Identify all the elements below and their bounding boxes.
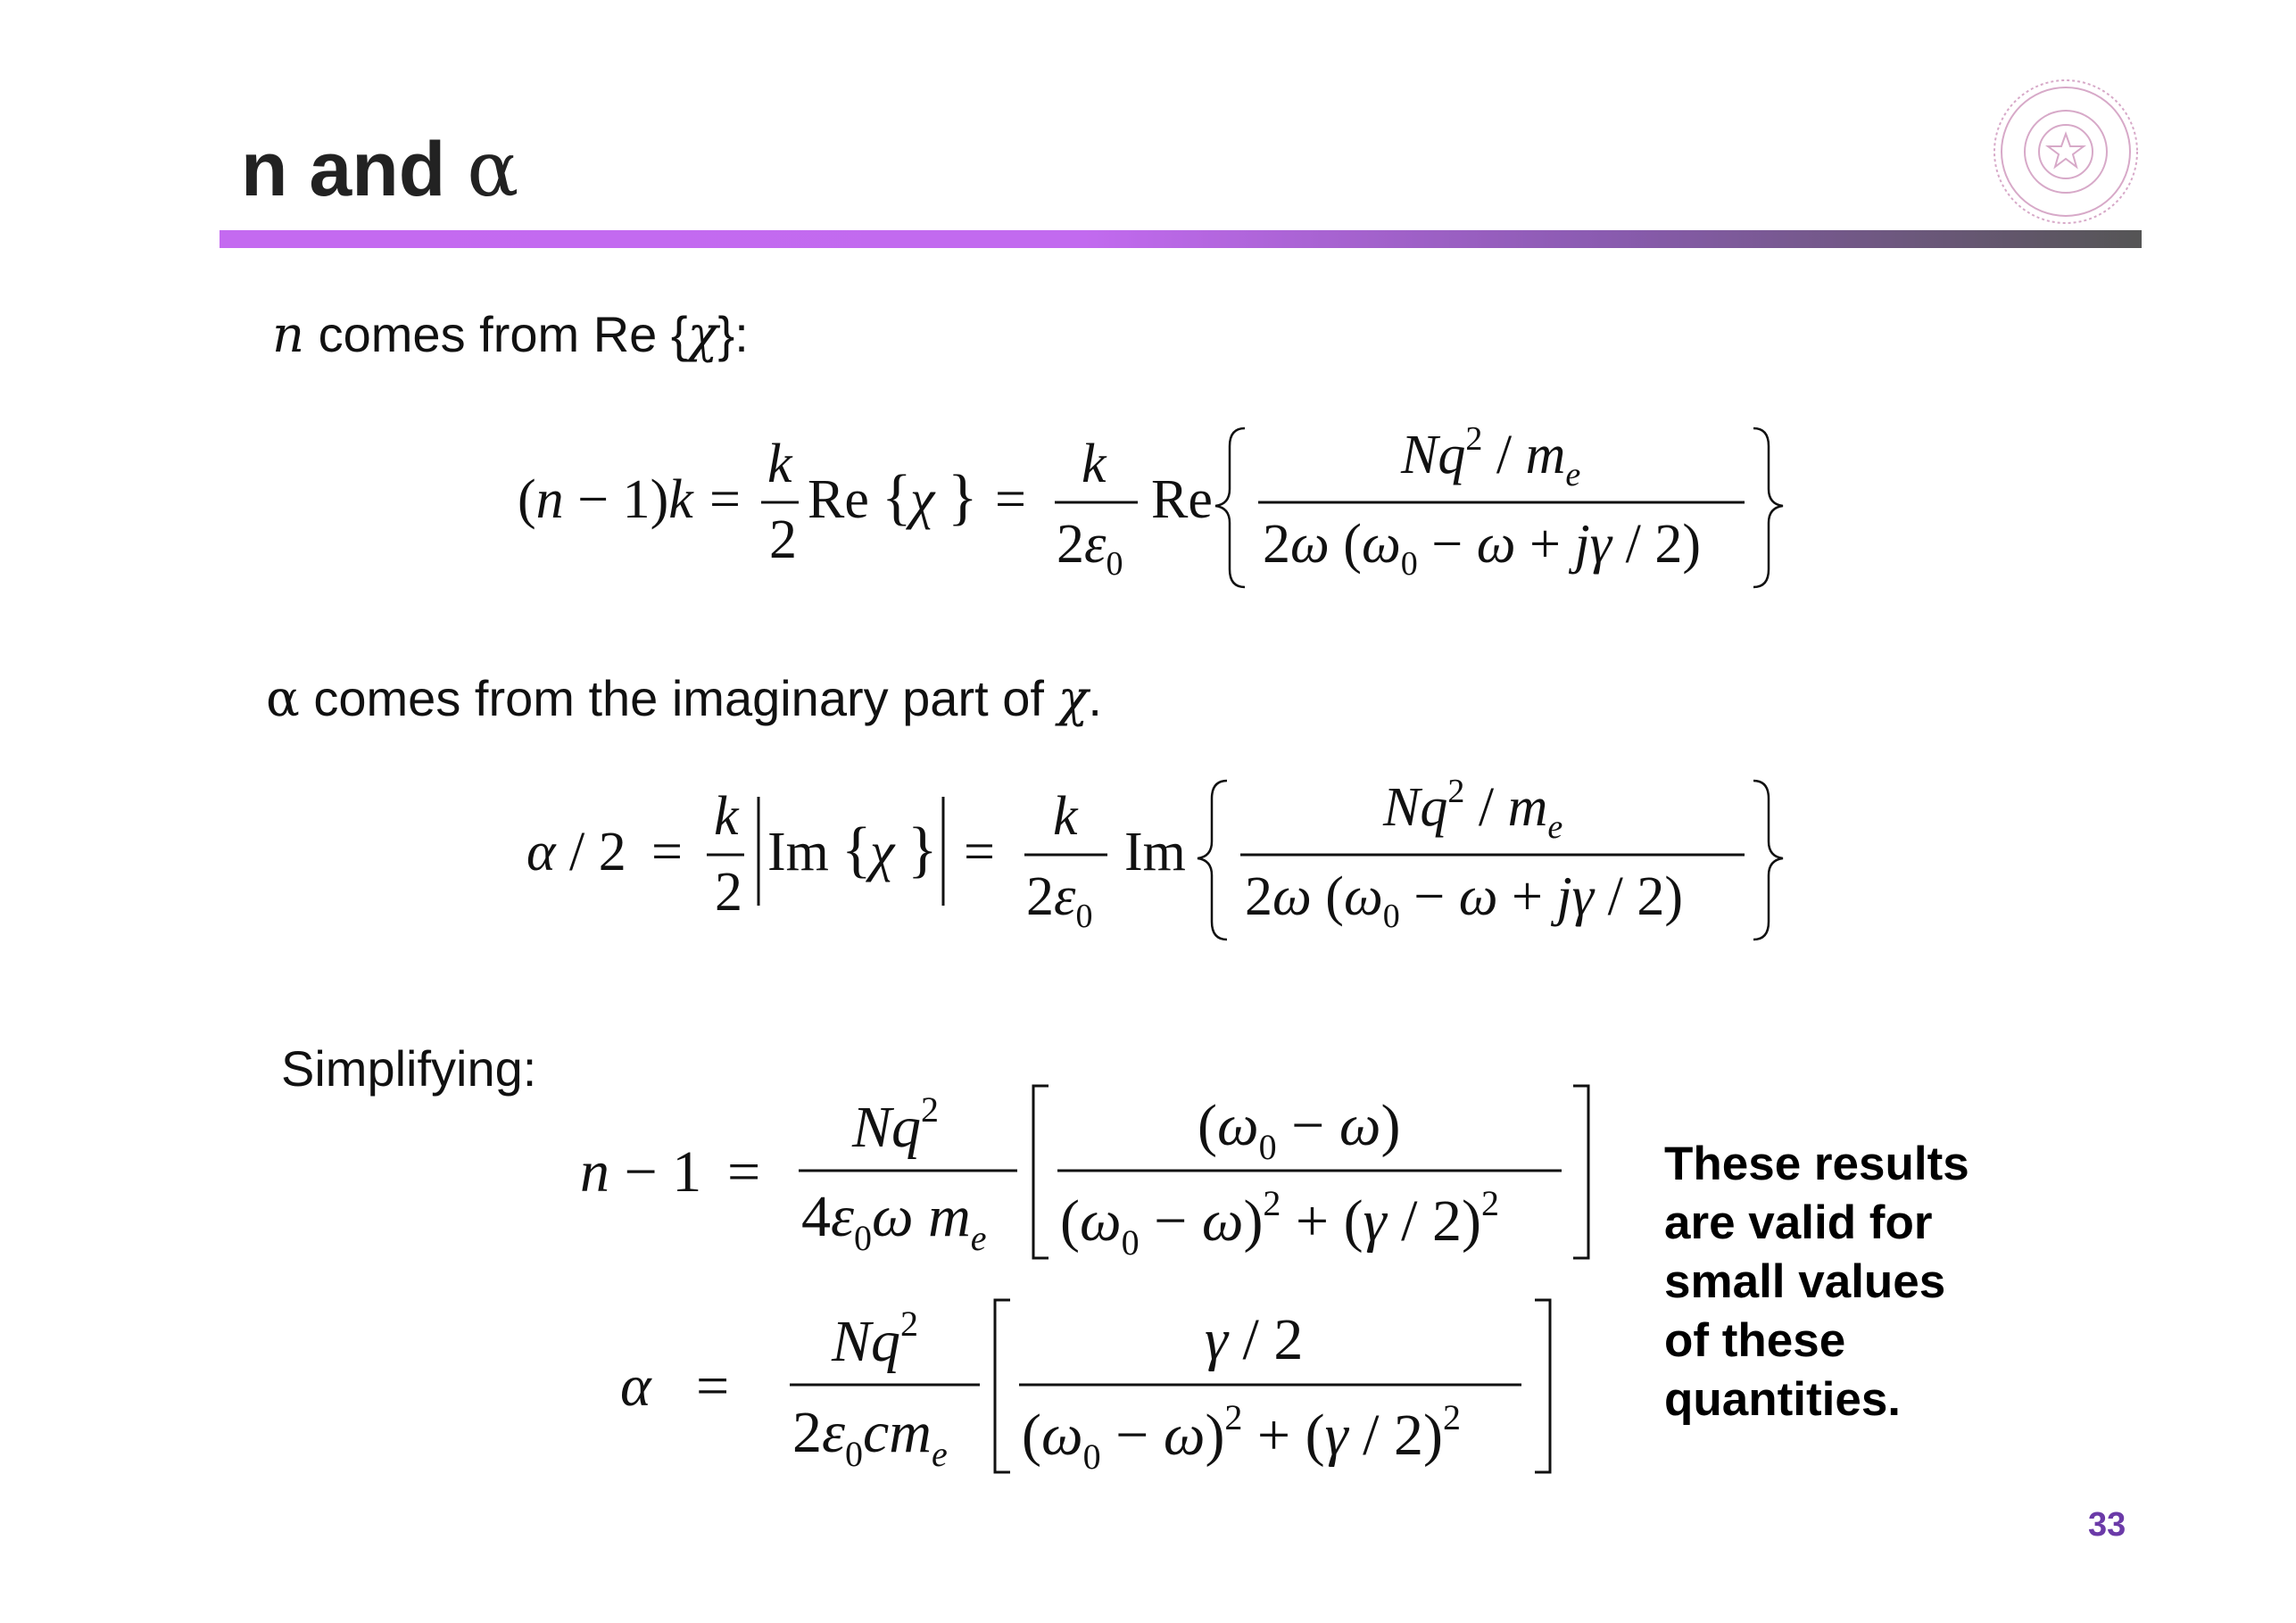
svg-text:γ / 2: γ / 2 (1205, 1307, 1304, 1372)
svg-text:(ω0 − ω): $(\omega_0 - \omega)$ (1198, 1093, 1401, 1167)
svg-text:Im: Im (767, 822, 829, 882)
svg-text:α: α (620, 1354, 651, 1419)
svg-text:Nq2 / me: $Nq^2 / m_e$ (1401, 420, 1581, 493)
svg-text:=: = (964, 822, 995, 882)
university-seal-icon (1990, 76, 2142, 228)
svg-text:(ω0 − ω)2 + (γ / 2)2: $(\omega_0 - \omega)^2 + (\gamma / 2)^2$ (1060, 1183, 1499, 1263)
alpha-from-im-chi (266, 669, 1102, 728)
line2-end: . (1088, 670, 1102, 726)
svg-text:Nq2: Nq$^2$ (832, 1304, 919, 1374)
slide-title (241, 125, 518, 214)
validity-note (1664, 1135, 1969, 1429)
svg-text:k: k (1053, 786, 1078, 847)
svg-text:2ε0: $2\varepsilon_0$ (1057, 514, 1123, 583)
simplifying-label: Simplifying: (281, 1040, 537, 1097)
svg-text:{: { (882, 463, 912, 532)
svg-text:{: { (841, 816, 872, 884)
svg-text:=: = (651, 822, 683, 882)
note-line: of these (1664, 1314, 1846, 1367)
var-alpha: α (266, 670, 300, 728)
note-line: are valid for (1664, 1197, 1933, 1249)
svg-text:2: 2 (769, 509, 797, 570)
svg-text:Re: Re (1151, 469, 1213, 530)
svg-text:χ: χ (910, 469, 935, 530)
equation-alpha (607, 1289, 1588, 1495)
svg-text:k: k (1082, 434, 1107, 494)
svg-text:(n − 1)k: (n − 1)k (518, 469, 693, 530)
svg-text:k: k (714, 786, 739, 847)
svg-text:2ω (ω0 − ω + jγ / 2): 2ω $(\omega_0 - \omega + j\gamma / 2)$ (1245, 866, 1683, 935)
title-greek: α (467, 125, 519, 214)
var-chi: χ (687, 306, 718, 364)
svg-text:=: = (995, 469, 1026, 530)
svg-text:Im: Im (1124, 822, 1186, 882)
svg-text:=: = (727, 1139, 761, 1205)
svg-text:k: k (767, 434, 792, 494)
svg-text:2ε0: $2\varepsilon_0$ (1026, 866, 1093, 935)
page-number: 33 (2088, 1506, 2126, 1544)
svg-text:2: 2 (715, 862, 742, 923)
svg-text:}: } (948, 463, 978, 532)
note-line: quantities. (1664, 1373, 1902, 1426)
svg-text:Nq2: Nq$^2$ (852, 1089, 940, 1160)
svg-text:n − 1: n − 1 (580, 1139, 702, 1205)
svg-text:α / 2: α / 2 (526, 822, 626, 882)
svg-text:χ: χ (870, 822, 895, 882)
svg-text:2ω (ω0 − ω + jγ / 2): 2ω $(\omega_0 - \omega + j\gamma / 2)$ (1263, 514, 1701, 583)
title-text: n and (241, 127, 468, 212)
var-chi-2: χ (1057, 670, 1089, 728)
equation-alpha-over-2 (518, 772, 1803, 964)
svg-text:(ω0 − ω)2 + (γ / 2)2: $(\omega_0 - \omega)^2 + (\gamma / 2)^2$ (1022, 1397, 1461, 1477)
svg-text:}: } (908, 816, 938, 884)
svg-text:Nq2 / me: $Nq^2 / m_e$ (1383, 773, 1563, 846)
line1-close: }: (717, 306, 749, 362)
svg-text:4ε0ω me: $4\varepsilon_0\omega$ $m_e$ (801, 1184, 987, 1258)
line1-text: comes from Re { (304, 306, 688, 362)
n-from-re-chi (272, 305, 749, 364)
svg-text:=: = (696, 1354, 730, 1419)
equation-n-minus-1-k (509, 419, 1794, 611)
svg-text:=: = (709, 469, 741, 530)
svg-text:Re: Re (808, 469, 869, 530)
note-line: small values (1664, 1255, 1946, 1308)
line2-text: comes from the imaginary part of (299, 670, 1058, 726)
title-underline (220, 230, 2142, 248)
note-line: These results (1664, 1138, 1969, 1190)
svg-text:2ε0cme: $2\varepsilon_0cm_e$ (792, 1400, 948, 1474)
equation-n-minus-1 (571, 1075, 1606, 1280)
var-n: n (272, 306, 305, 364)
